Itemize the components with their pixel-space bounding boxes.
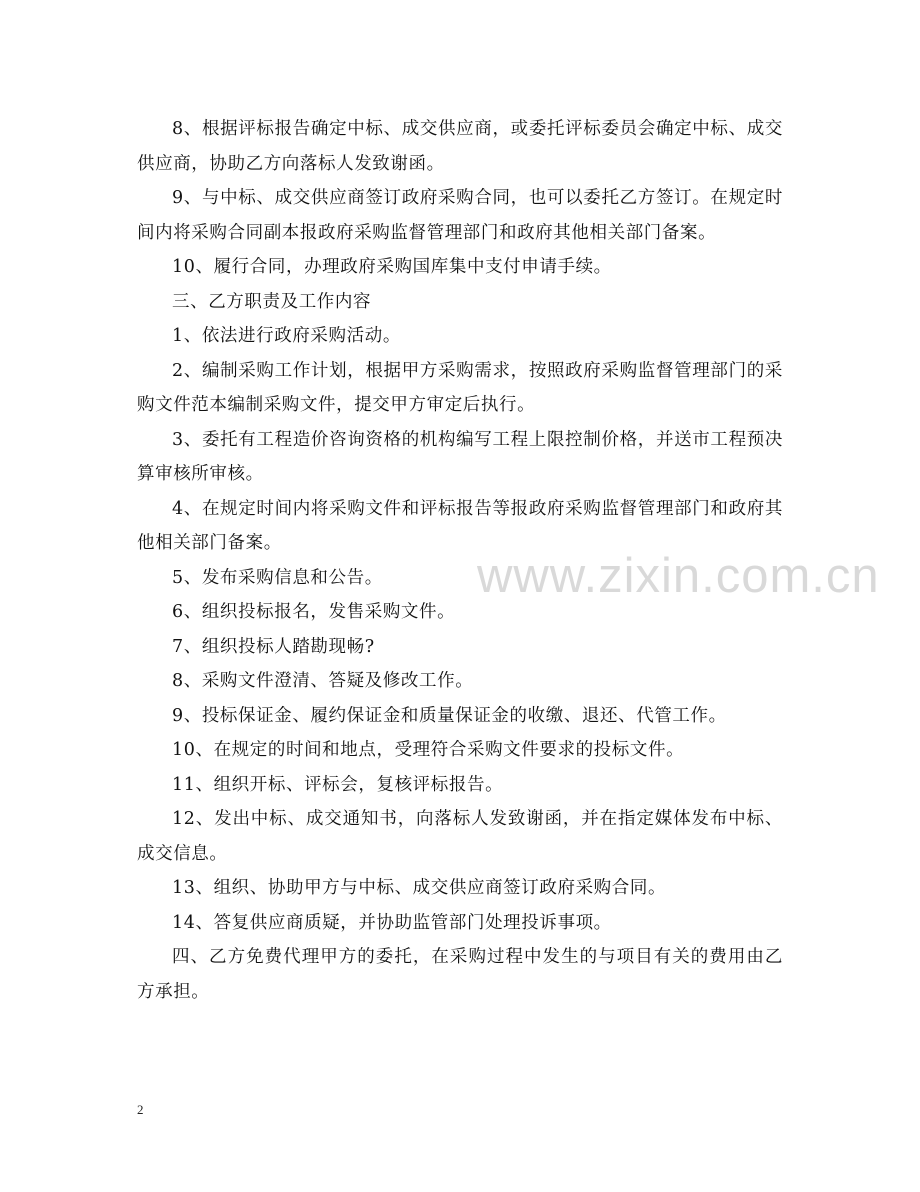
paragraph: 9、投标保证金、履约保证金和质量保证金的收缴、退还、代管工作。 — [172, 705, 727, 726]
page-number: 2 — [137, 1102, 144, 1117]
paragraph: 8、根据评标报告确定中标、成交供应商，或委托评标委员会确定中标、成交供应商，协助乙方向落标人发致谢函。 — [137, 119, 783, 174]
paragraph: 14、答复供应商质疑，并协助监管部门处理投诉事项。 — [172, 912, 612, 933]
paragraph: 5、发布采购信息和公告。 — [172, 567, 383, 588]
section-heading: 四、乙方免费代理甲方的委托，在采购过程中发生的与项目有关的费用由乙方承担。 — [137, 947, 783, 1002]
paragraph: 4、在规定时间内将采购文件和评标报告等报政府采购监督管理部门和政府其他相关部门备案。 — [137, 498, 783, 553]
watermark: www.zixin.com.cn — [477, 549, 880, 603]
paragraph: 12、发出中标、成交通知书，向落标人发致谢函，并在指定媒体发布中标、成交信息。 — [137, 809, 783, 864]
paragraph: 11、组织开标、评标会，复核评标报告。 — [172, 774, 504, 795]
document-body — [137, 112, 783, 1009]
section-heading: 三、乙方职责及工作内容 — [172, 291, 372, 312]
paragraph: 8、采购文件澄清、答疑及修改工作。 — [172, 671, 474, 691]
paragraph: 2、编制采购工作计划，根据甲方采购需求，按照政府采购监督管理部门的采购文件范本编制采购文件，提交甲方审定后执行。 — [137, 360, 783, 415]
paragraph: 1、依法进行政府采购活动。 — [172, 326, 401, 346]
paragraph: 10、在规定的时间和地点，受理符合采购文件要求的投标文件。 — [172, 740, 685, 760]
paragraph: 13、组织、协助甲方与中标、成交供应商签订政府采购合同。 — [172, 878, 667, 898]
paragraph: 6、组织投标报名，发售采购文件。 — [172, 602, 456, 622]
paragraph: 7、组织投标人踏勘现畅? — [172, 636, 375, 657]
paragraph: 3、委托有工程造价咨询资格的机构编写工程上限控制价格，并送市工程预决算审核所审核。 — [137, 429, 783, 484]
paragraph: 10、履行合同，办理政府采购国库集中支付申请手续。 — [172, 257, 612, 277]
paragraph: 9、与中标、成交供应商签订政府采购合同，也可以委托乙方签订。在规定时间内将采购合同副本报政府采购监督管理部门和政府其他相关部门备案。 — [137, 188, 783, 243]
